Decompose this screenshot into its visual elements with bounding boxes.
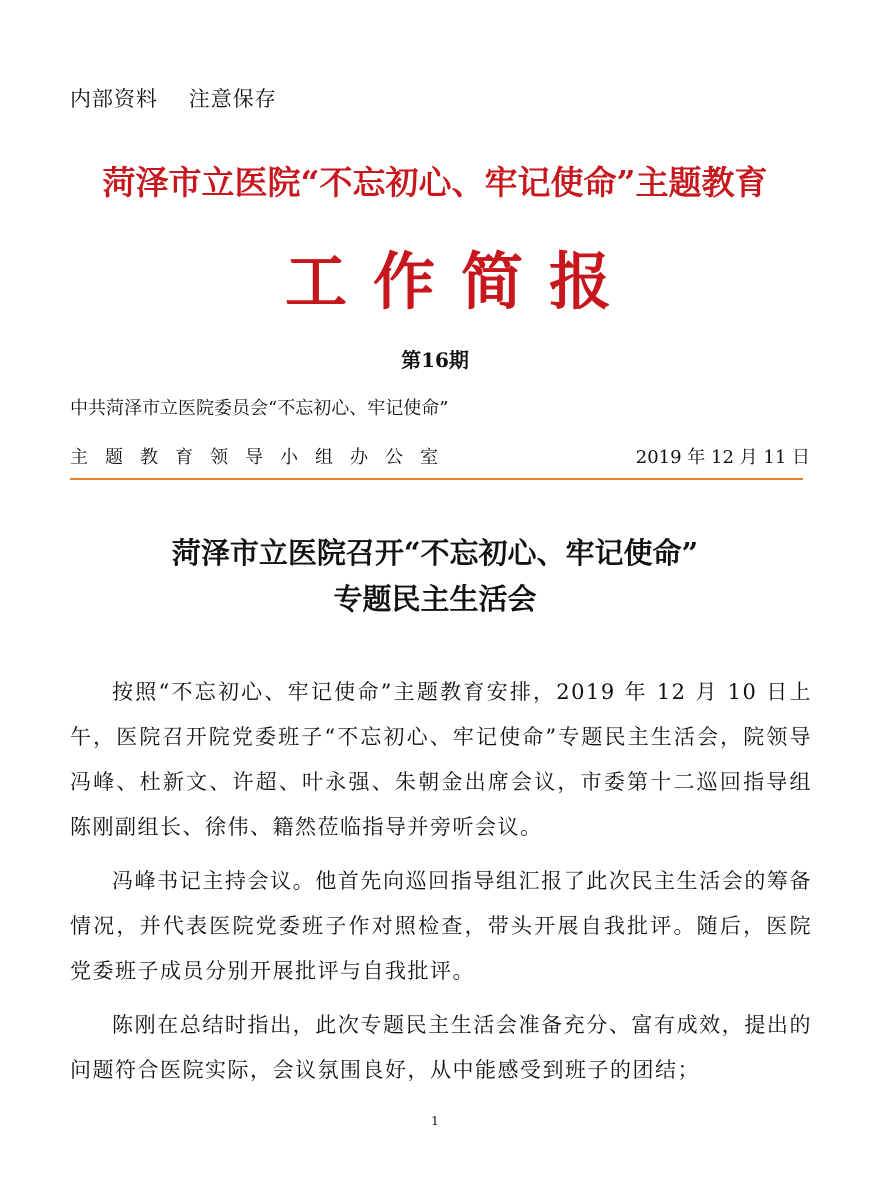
issue-date: 2019 年 12 月 11 日 — [635, 447, 810, 468]
article-title — [0, 530, 870, 622]
issuing-organization-line1: 中共菏泽市立医院委员会“不忘初心、牢记使命” — [70, 398, 449, 419]
article-title-line1: 菏泽市立医院召开“不忘初心、牢记使命” — [171, 536, 699, 570]
article-body — [70, 670, 812, 1102]
page-number: 1 — [431, 1114, 439, 1128]
issuing-organization-line2: 主题教育领导小组办公室 — [70, 447, 455, 468]
paragraph: 冯峰书记主持会议。他首先向巡回指导组汇报了此次民主生活会的筹备情况，并代表医院党委班子作对照检查，带头开展自我批评。随后，医院党委班子成员分别开展批评与自我批评。 — [70, 869, 812, 983]
issue-number: 第16期 — [401, 348, 469, 372]
header-divider — [70, 478, 803, 480]
paragraph: 陈刚在总结时指出，此次专题民主生活会准备充分、富有成效，提出的问题符合医院实际，会议氛围良好，从中能感受到班子的团结； — [70, 1013, 812, 1082]
confidential-notice: 内部资料 注意保存 — [70, 87, 277, 111]
article-title-line2: 专题民主生活会 — [333, 582, 537, 616]
masthead-subtitle: 工作简报 — [284, 245, 637, 318]
paragraph: 按照“不忘初心、牢记使命”主题教育安排，2019 年 12 月 10 日上午，医院召开院党委班子“不忘初心、牢记使命”专题民主生活会，院领导冯峰、杜新文、许超、叶永强、朱朝金出席会议，市委第十二巡回指导组陈刚副组长、徐伟、籍然莅临指导并旁听会议。 — [70, 680, 812, 839]
masthead-title: 菏泽市立医院“不忘初心、牢记使命”主题教育 — [102, 163, 768, 202]
